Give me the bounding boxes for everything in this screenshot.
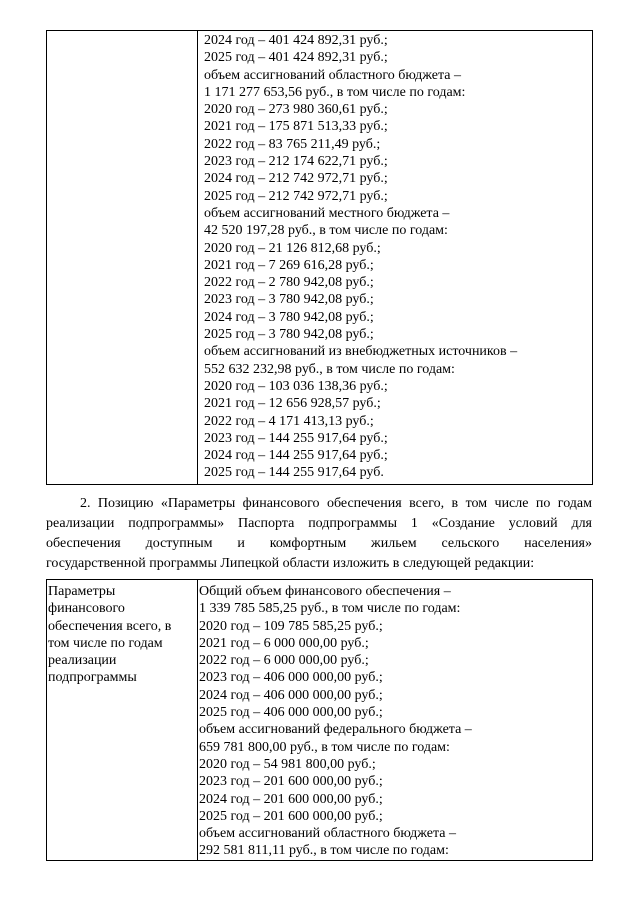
table-left-cell-empty [47,31,198,485]
text-line: том числе по годам [48,635,163,651]
text-line: 2023 год – 201 600 000,00 руб.; [199,774,383,790]
text-line: 2020 год – 54 981 800,00 руб.; [199,756,376,772]
text-line: 2021 год – 7 269 616,28 руб.; [204,257,374,273]
text-line: 2024 год – 406 000 000,00 руб.; [199,687,383,703]
text-line: 2025 год – 201 600 000,00 руб.; [199,808,383,824]
text-line: 2024 год – 144 255 917,64 руб.; [204,448,388,464]
text-line: 2023 год – 144 255 917,64 руб.; [204,430,388,446]
text-line: 552 632 232,98 руб., в том числе по годам: [204,361,455,377]
text-line: 2020 год – 109 785 585,25 руб.; [199,618,383,634]
text-line: 2023 год – 406 000 000,00 руб.; [199,670,383,686]
text-line: финансового [48,601,125,617]
text-line: 2022 год – 4 171 413,13 руб.; [204,413,374,429]
text-line: 1 339 785 585,25 руб., в том числе по годам: [199,601,461,617]
text-line: 2024 год – 212 742 972,71 руб.; [204,171,388,187]
text-line: 2020 год – 103 036 138,36 руб.; [204,378,388,394]
text-line: 2021 год – 6 000 000,00 руб.; [199,635,369,651]
paragraph-line: обеспечения доступным и комфортным жильем сельского населения» [46,536,592,551]
paragraph-line: 2. Позицию «Параметры финансового обеспечения всего, в том числе по годам [80,496,592,511]
text-line: 2024 год – 401 424 892,31 руб.; [204,33,388,48]
text-line: 2024 год – 201 600 000,00 руб.; [199,791,383,807]
text-line: 2022 год – 2 780 942,08 руб.; [204,275,374,291]
text-line: обеспечения всего, в [48,618,172,634]
text-line: объем ассигнований областного бюджета – [199,826,456,842]
text-line: 659 781 800,00 руб., в том числе по годам: [199,739,450,755]
text-line: 2021 год – 12 656 928,57 руб.; [204,396,381,412]
text-line: 2025 год – 212 742 972,71 руб.; [204,188,388,204]
text-line: 2025 год – 144 255 917,64 руб. [204,465,384,481]
text-line: объем ассигнований федерального бюджета – [199,722,472,738]
text-line: 2022 год – 83 765 211,49 руб.; [204,136,381,152]
text-line: объем ассигнований областного бюджета – [204,67,461,83]
table-right-cell-financing-values [198,580,593,861]
text-line: 2025 год – 3 780 942,08 руб.; [204,327,374,343]
text-line: 42 520 197,28 руб., в том числе по годам: [204,223,448,239]
text-line: 2025 год – 406 000 000,00 руб.; [199,705,383,721]
financing-parameters-table [46,579,593,861]
text-line: подпрограммы [48,670,137,686]
table-right-cell-financing-values [198,31,593,485]
text-line: 2023 год – 3 780 942,08 руб.; [204,292,374,308]
text-line: объем ассигнований местного бюджета – [204,205,450,221]
text-line: 2025 год – 401 424 892,31 руб.; [204,50,388,66]
text-line: 2020 год – 273 980 360,61 руб.; [204,102,388,118]
text-line: 292 581 811,11 руб., в том числе по годам: [199,843,449,859]
amendment-paragraph [46,494,592,574]
financing-table-continued [46,30,593,485]
text-line: Параметры [48,584,116,599]
text-line: Общий объем финансового обеспечения – [199,584,451,599]
paragraph-line: государственной программы Липецкой области изложить в следующей редакции: [46,556,535,571]
text-line: 2022 год – 6 000 000,00 руб.; [199,653,369,669]
text-line: объем ассигнований из внебюджетных источников – [204,344,518,360]
table-left-cell-parameter-name [47,580,198,861]
text-line: реализации [48,653,117,669]
text-line: 2020 год – 21 126 812,68 руб.; [204,240,381,256]
text-line: 2024 год – 3 780 942,08 руб.; [204,309,374,325]
text-line: 2023 год – 212 174 622,71 руб.; [204,154,388,170]
text-line: 1 171 277 653,56 руб., в том числе по годам: [204,84,466,100]
paragraph-line: реализации подпрограммы» Паспорта подпрограммы 1 «Создание условий для [46,516,592,531]
text-line: 2021 год – 175 871 513,33 руб.; [204,119,388,135]
